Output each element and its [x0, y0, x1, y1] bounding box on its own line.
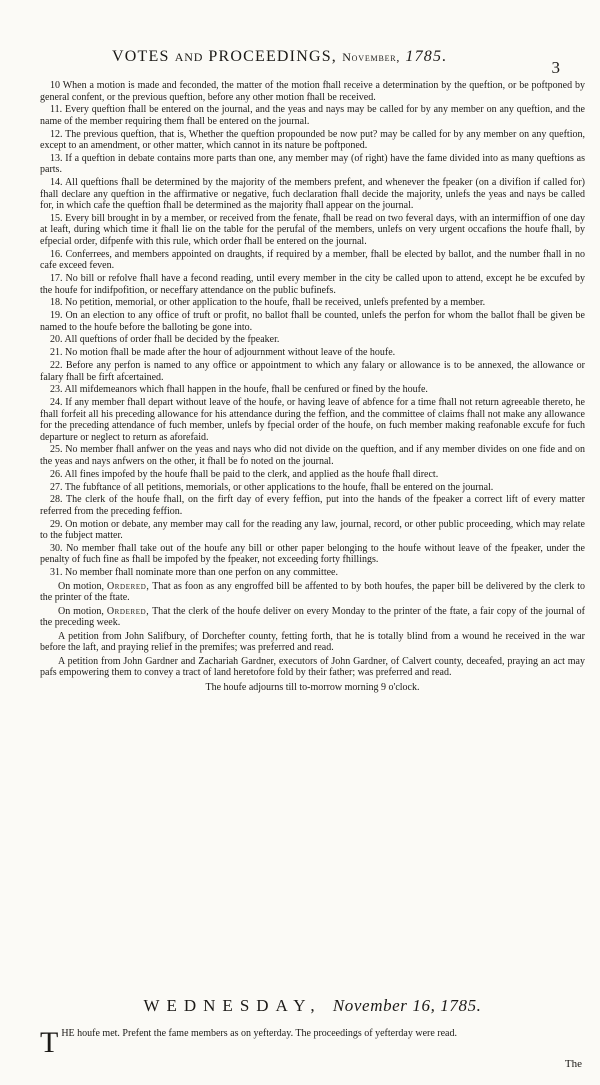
rule-paragraph: 30. No member fhall take out of the houfe any bill or other paper belonging to the houfe without leave of the fpeaker, under the penalty of fuch fine as fhall be impofed by the fpeaker, not exceeding forty fhillings.: [40, 542, 585, 566]
rules-body: [40, 80, 585, 693]
rule-paragraph: 28. The clerk of the houfe fhall, on the firft day of every feffion, put into the hands of the fpeaker a correct lift of every matter referred from the preceding feffion.: [40, 494, 585, 517]
rule-paragraph: 20. All queftions of order fhall be decided by the fpeaker.: [50, 334, 280, 346]
rule-paragraph: 29. On motion or debate, any member may call for the reading any law, journal, record, or other public proceeding, which may relate to the fubject matter.: [40, 518, 585, 542]
page-header: [40, 0, 580, 77]
rule-paragraph: 19. On an election to any office of truft or profit, no ballot fhall be counted, unlefs the perfon for whom the ballot fhall be given be named to the houfe before the balloting be gone into.: [40, 310, 585, 333]
order-paragraph: On motion, Ordered, That the clerk of the houfe deliver on every Monday to the printer of the ftate, a fair copy of the journal of the preceding week.: [40, 605, 585, 629]
order-paragraph: On motion, Ordered, That as foon as any engroffed bill be affented to by both houfes, the paper bill be delivered by the clerk to the printer of the ftate.: [40, 580, 586, 604]
opening-paragraph: T HE houfe met. Prefent the fame members as on yefterday. The proceedings of yefterday were read.: [40, 1026, 457, 1059]
adjournment-line: The houfe adjourns till to-morrow morning 9 o'clock.: [205, 681, 420, 693]
drop-cap: T: [40, 1026, 59, 1059]
rule-paragraph: 15. Every bill brought in by a member, or received from the fenate, fhall be read on two feveral days, with an intermiffion of one day at leaft, during which time it fhall lie on the table for the perufal of the members, unlefs on very urgent occafions the houfe fhall, by efpecial order, difpenfe with this rule, which order fhall be entered on the journal.: [40, 212, 585, 247]
rule-paragraph: 14. All queftions fhall be determined by the majority of the members prefent, and whenever the fpeaker (on a divifion if called for) fhall declare any queftion in the affirmative or negative, fuch declaration fhall decide the majority, unlefs the yeas and nays be called for, in which cafe the queftion fhall be determined as the majority fhall appear on the journal.: [40, 177, 585, 212]
rule-paragraph: 24. If any member fhall depart without leave of the houfe, or having leave of abfence for a time fhall not return agreeable thereto, he fhall forfeit all his preceding allowance for his attendance during the feffion, and the committee of claims fhall not make any allowance for the preceding attendance of fuch member, unlefs by fpecial order of the houfe, on fuch member making reafonable excufe for fuch departure or neglect to return as aforefaid.: [40, 397, 585, 443]
rule-paragraph: 17. No bill or refolve fhall have a fecond reading, until every member in the city be called upon to attend, except he be excufed by the houfe for indifpofition, or neceffary attendance on the public bufinefs.: [40, 273, 585, 296]
rule-paragraph: 25. No member fhall anfwer on the yeas and nays who did not divide on the queftion, and if any member divides on one fide and on the yeas and nays anfwers on the other, it fhall be fo noted on the journal.: [40, 444, 585, 467]
page-number: 3: [551, 58, 560, 77]
day-heading: WEDNESDAY, November 16, 1785.: [143, 996, 482, 1015]
petition-paragraph: A petition from John Gardner and Zachariah Gardner, executors of John Gardner, of Calvert county, deceafed, praying an act may pafs empowering them to convey a tract of land heretofore fold by their father; was preferred and read.: [40, 655, 585, 679]
rule-paragraph: 27. The fubftance of all petitions, memorials, or other applications to the houfe, fhall be entered on the journal.: [50, 481, 494, 493]
rule-paragraph: 18. No petition, memorial, or other application to the houfe, fhall be received, unlefs prefented by a member.: [50, 297, 486, 309]
catchword: The: [564, 1058, 582, 1070]
rule-paragraph: 10 When a motion is made and feconded, the matter of the motion fhall receive a determination by the queftion, or be poftponed by general confent, or the previous queftion, before any other motion fhall be received.: [40, 80, 585, 103]
running-title: VOTES AND PROCEEDINGS, November, 1785.: [112, 48, 448, 65]
rule-paragraph: 22. Before any perfon is named to any office or appointment to which any falary or allowance is to be annexed, the allowance or falary fhall be firft afcertained.: [40, 360, 585, 383]
rule-paragraph: 12. The previous queftion, that is, Whether the queftion propounded be now put? may be called for by any member on any queftion, except to an amendment, or other matter, which cannot in its nature be poftponed.: [40, 128, 585, 152]
petition-paragraph: A petition from John Salifbury, of Dorchefter county, fetting forth, that he is totally blind from a wound he received in the war before the laft, and praying relief in the premifes; was preferred and read.: [40, 630, 585, 654]
rule-paragraph: 26. All fines impofed by the houfe fhall be paid to the clerk, and applied as the houfe fhall direct.: [50, 468, 439, 480]
rule-paragraph: 21. No motion fhall be made after the hour of adjournment without leave of the houfe.: [50, 347, 396, 359]
rule-paragraph: 23. All mifdemeanors which fhall happen in the houfe, fhall be cenfured or fined by the houfe.: [50, 384, 428, 396]
rule-paragraph: 11. Every queftion fhall be entered on the journal, and the yeas and nays may be called for by any member on any queftion, and the name of the member requiring them fhall be entered on the journal.: [40, 104, 585, 127]
rule-paragraph: 16. Conferrees, and members appointed on draughts, if required by a member, fhall be elected by ballot, and the number fhall in no cafe exceed feven.: [40, 248, 585, 272]
rule-paragraph: 13. If a queftion in debate contains more parts than one, any member may (of right) have the fame divided into as many queftions as parts.: [40, 152, 585, 176]
rule-paragraph: 31. No member fhall nominate more than one perfon on any committee.: [50, 567, 338, 579]
